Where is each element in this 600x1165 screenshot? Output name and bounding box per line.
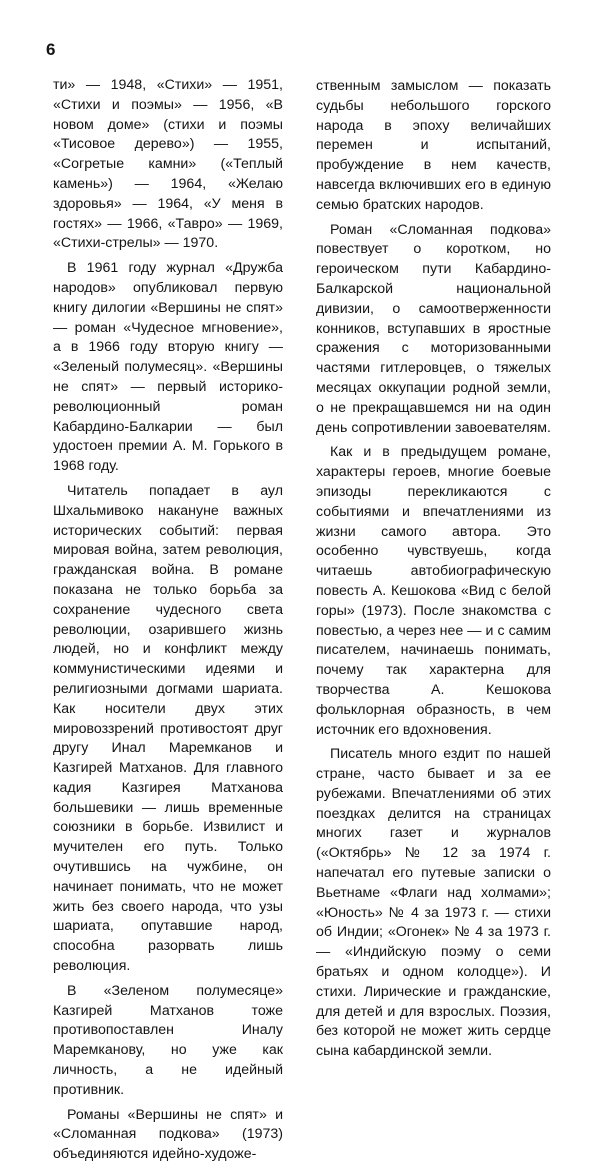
right-column [316,77,551,1062]
paragraph-dilogy: В 1961 году журнал «Дружба народов» опубликовал первую книгу дилогии «Вершины не спят» — роман «Чудесное мгновение», а в 1966 году вторую книгу — «Зеленый полумесяц». «Вершины не спят» — первый историко-революционный роман Кабардино-Балкарии — был удостоен премии А. М. Горького в 1968 году. [53,260,283,475]
paragraph-works-list: ти» — 1948, «Стихи» — 1951, «Стихи и поэмы» — 1956, «В новом доме» (стихи и поэмы «Тисовое дерево») — 1955, «Согретые камни» («Теплый камень») — 1964, «Желаю здоровья» — 1964, «У меня в гостях» — 1966, «Таврo» — 1969, «Стихи-стрелы» — 1970. [53,77,283,252]
paragraph-continuation: ственным замыслом — показать судьбы небольшого горского народа в эпоху величайших перемен и испытаний, пробуждение в нем качеств, навсегда включивших его в единую семью братских народов. [316,78,551,213]
page-number: 6 [46,40,56,59]
paragraph-novels-united: Романы «Вершины не спят» и «Сломанная подкова» (1973) объединяются идейно-художе- [53,1106,283,1163]
paragraph-plot: Читатель попадает в аул Шхальмивоко накануне важных исторических событий: первая мировая война, затем революция, гражданская война. В романе показана не только борьба за сохранение чудесного света революции, озарившего жизнь людей, но и конфликт между коммунистическими идеями и религиозными догмами шариата. Как носители двух этих мировоззрений противостоят друг другу Инал Маремканов и Казгирей Матханов. Для главного кадия Казгирея Матханова большевики — лишь временные союзники в борьбе. Извилист и мучителен его путь. Только очутившись на чужбине, он начинает понимать, что не может жить без своего народа, что узы шариата, опутавшие народ, способна разорвать лишь революция. [53,482,283,975]
left-column [53,76,283,1165]
paragraph-autobiography: Как и в предыдущем романе, характеры героев, многие боевые эпизоды перекликаются с событиями и впечатлениями из жизни самого автора. Это особенно чувствуешь, когда читаешь автобиографическую повесть А. Кешокова «Вид с белой горы» (1973). После знакомства с повестью, а через нее — и с самим писателем, начинаешь понимать, почему так характерна для творчества А. Кешокова фольклорная образность, в чем источник его вдохновения. [316,444,551,738]
paragraph-green-crescent: В «Зеленом полумесяце» Казгирей Матханов тоже противопоставлен Иналу Маремканову, но уже как личность, а не идейный противник. [53,982,283,1098]
paragraph-broken-horseshoe: Роман «Сломанная подкова» повествует о коротком, но героическом пути Кабардино-Балкарской национальной дивизии, о самоотверженности конников, вступавших в яростные сражения с моторизованными частями гитлеровцев, о тяжелых месяцах оккупации родной земли, о не прекращавшемся ни на один день сопротивлении завоевателям. [316,221,551,436]
paragraph-travels: Писатель много ездит по нашей стране, часто бывает и за ее рубежами. Впечатлениями об этих поездках делится на страницах многих газет и журналов («Октябрь» № 12 за 1974 г. напечатал его путевые записки о Вьетнаме «Флаги над холмами»; «Юность» № 4 за 1973 г. — стихи об Индии; «Огонек» № 4 за 1973 г. — «Индийскую поэму о семи братьях и одном колодце»). И стихи. Лирические и гражданские, для детей и для взрослых. Поэзия, без которой не может жить сердце сына кабардинской земли. [316,746,551,1060]
